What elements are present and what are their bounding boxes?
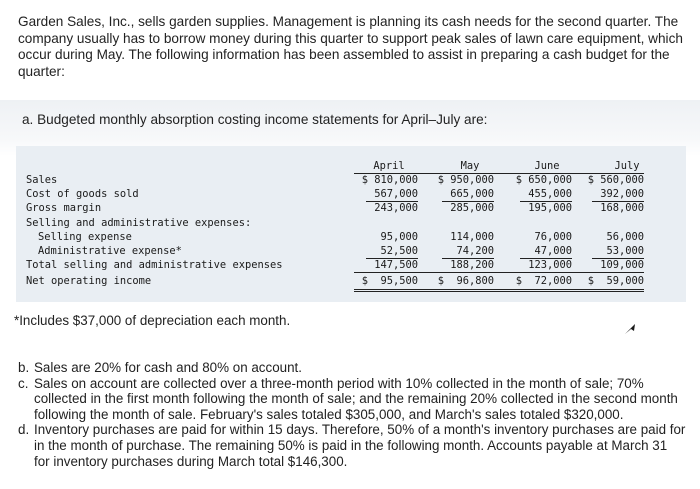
- row-label-selling-expense: Selling expense: [38, 231, 132, 243]
- cell-total-sa-april: 147,500: [374, 259, 418, 271]
- cell-gross-margin-may: 285,000: [450, 202, 494, 214]
- cell-admin-may: 74,200: [456, 245, 494, 257]
- cell-cogs-july: 392,000: [600, 188, 644, 200]
- intro-paragraph: Garden Sales, Inc., sells garden supplies. Management is planning its cash needs for the second quarter. The company usually has to borrow money during this quarter to support peak sales of lawn care equipment, which occur during May. The following information has been assembled to assist in preparing a cash budget for the quarter:: [18, 14, 683, 79]
- cell-noi-april: $ 95,500: [361, 275, 418, 287]
- cell-sales-april: $ 810,000: [361, 174, 418, 186]
- item-marker: d.: [18, 422, 30, 438]
- list-item: [18, 360, 686, 376]
- cell-cogs-may: 665,000: [450, 188, 494, 200]
- cell-noi-june: $ 72,000: [515, 275, 572, 287]
- row-label-admin-expense: Administrative expense*: [38, 245, 182, 257]
- header-june: June: [534, 160, 560, 172]
- cell-sales-july: $ 560,000: [587, 174, 644, 186]
- mouse-cursor-icon: [623, 322, 637, 336]
- item-text: Inventory purchases are paid for within 15 days. Therefore, 50% of a month's inventory purchases are paid for in the month of purchase. The remaining 50% is paid in the following month. Accounts payable at March 31 for inventory purchases during March total $146,300.: [34, 422, 686, 469]
- cell-admin-june: 47,000: [534, 245, 572, 257]
- header-july: July: [614, 160, 640, 172]
- cell-noi-july: $ 59,000: [587, 275, 644, 287]
- cell-selling-may: 114,000: [450, 231, 494, 243]
- cell-gross-margin-july: 168,000: [600, 202, 644, 214]
- part-a-heading: a. Budgeted monthly absorption costing income statements for April–July are:: [22, 112, 488, 127]
- cell-total-sa-may: 188,200: [450, 259, 494, 271]
- header-april: April: [373, 160, 405, 172]
- cell-total-sa-july: 109,000: [600, 259, 644, 271]
- list-item: [18, 376, 686, 423]
- cell-sales-june: $ 650,000: [515, 174, 572, 186]
- cell-admin-july: 53,000: [606, 245, 644, 257]
- row-label-sales: Sales: [26, 174, 58, 186]
- item-marker: c.: [18, 375, 29, 391]
- cell-admin-april: 52,500: [380, 245, 418, 257]
- cell-selling-july: 56,000: [606, 231, 644, 243]
- noi-double-underline: [354, 291, 644, 292]
- row-label-net-operating-income: Net operating income: [26, 275, 152, 287]
- item-marker: b.: [18, 360, 30, 375]
- cell-gross-margin-june: 195,000: [528, 202, 572, 214]
- cell-sales-may: $ 950,000: [437, 174, 494, 186]
- cell-noi-may: $ 96,800: [437, 275, 494, 287]
- row-label-gross-margin: Gross margin: [26, 202, 102, 214]
- list-item: [18, 422, 686, 469]
- cell-cogs-april: 567,000: [374, 188, 418, 200]
- row-label-cogs: Cost of goods sold: [26, 188, 139, 200]
- cell-selling-april: 95,000: [380, 231, 418, 243]
- depreciation-footnote: *Includes $37,000 of depreciation each month.: [14, 313, 291, 328]
- item-text: Sales are 20% for cash and 80% on account.: [34, 360, 302, 375]
- cell-cogs-june: 455,000: [528, 188, 572, 200]
- row-label-sa-heading: Selling and administrative expenses:: [26, 217, 252, 229]
- cell-total-sa-june: 123,000: [528, 259, 572, 271]
- noi-double-underline: [354, 289, 644, 290]
- cell-selling-june: 76,000: [534, 231, 572, 243]
- header-may: May: [460, 160, 480, 172]
- income-statement-table: [16, 146, 686, 302]
- cell-gross-margin-april: 243,000: [374, 202, 418, 214]
- row-label-total-sa: Total selling and administrative expenses: [26, 259, 283, 271]
- requirements-list: [18, 360, 686, 469]
- total-sa-underline: [354, 272, 644, 273]
- item-text: Sales on account are collected over a three-month period with 10% collected in the month of sale; 70% collected in the first month following the month of sale; and the remaining 20% collected in the second month following the month of sale. February's sales totaled $305,000, and March's sales totaled $320,000.: [34, 375, 678, 422]
